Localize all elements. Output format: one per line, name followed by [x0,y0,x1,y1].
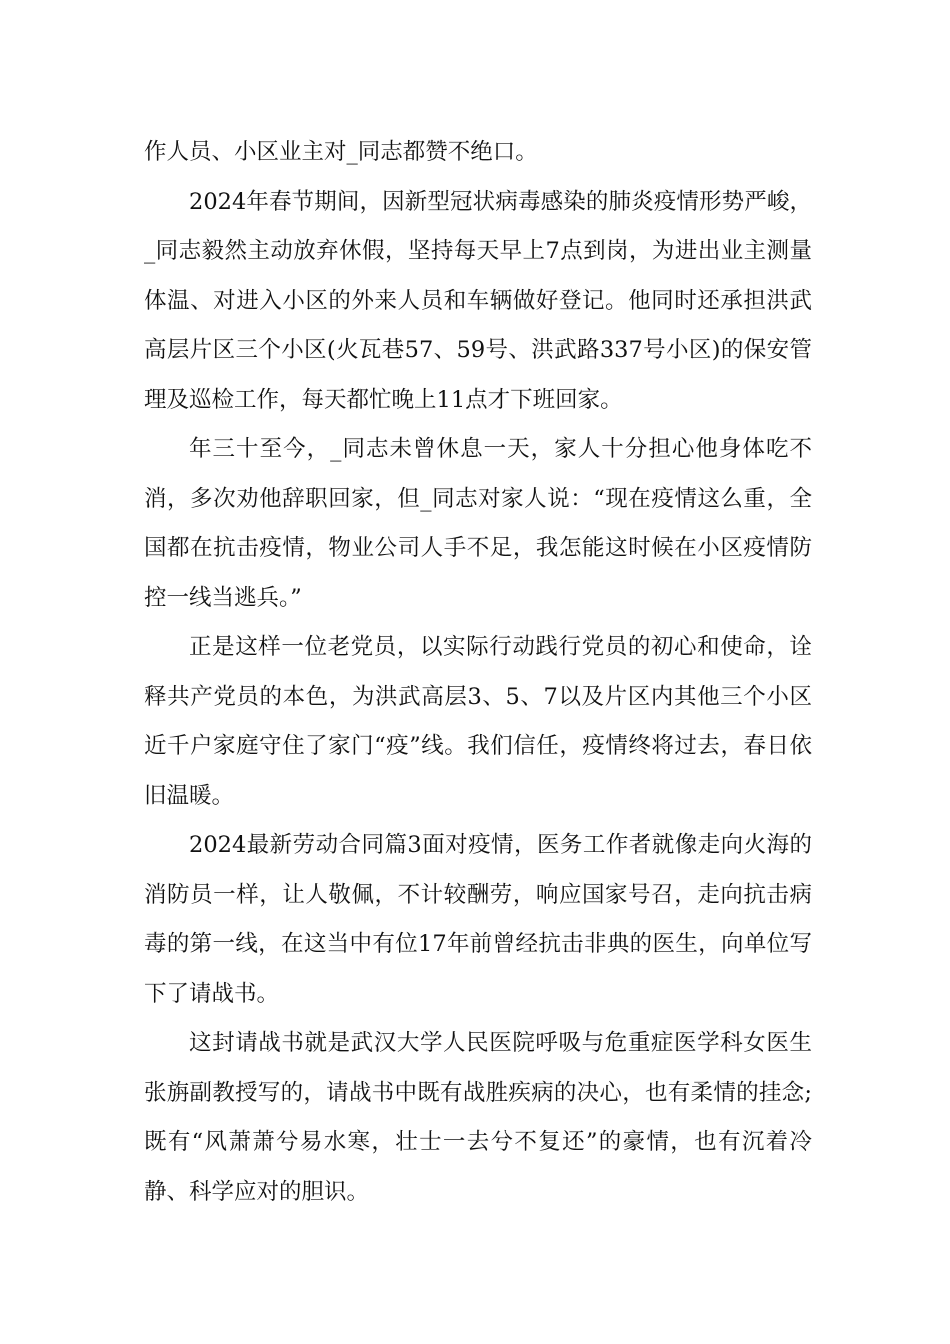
paragraph-new-year-eve: 年三十至今，_同志未曾休息一天，家人十分担心他身体吃不消，多次劝他辞职回家，但_同志对家人说：“现在疫情这么重，全国都在抗击疫情，物业公司人手不足，我怎能这时候在小区疫情防控一线当逃兵。” [144,436,812,611]
paragraph-labor-contract: 2024最新劳动合同篇3面对疫情，医务工作者就像走向火海的消防员一样，让人敬佩，不计较酬劳，响应国家号召，走向抗击病毒的第一线，在这当中有位17年前曾经抗击非典的医生，向单位写下了请战书。 [144,832,812,1007]
paragraph-continuation: 作人员、小区业主对_同志都赞不绝口。 [144,139,538,165]
paragraph-spring-festival: 2024年春节期间，因新型冠状病毒感染的肺炎疫情形势严峻，_同志毅然主动放弃休假，坚持每天早上7点到岗，为进出业主测量体温、对进入小区的外来人员和车辆做好登记。他同时还承担洪武高层片区三个小区(火瓦巷57、59号、洪武路337号小区)的保安管理及巡检工作，每天都忙晚上11点才下班回家。 [144,188,812,413]
paragraph-petition-letter: 这封请战书就是武汉大学人民医院呼吸与危重症医学科女医生张旃副教授写的，请战书中既有战胜疾病的决心，也有柔情的挂念;既有“风萧萧兮易水寒，壮士一去兮不复还”的豪情，也有沉着冷静、科学应对的胆识。 [144,1030,812,1205]
paragraph-party-member: 正是这样一位老党员，以实际行动践行党员的初心和使命，诠释共产党员的本色，为洪武高层3、5、7以及片区内其他三个小区近千户家庭守住了家门“疫”线。我们信任，疫情终将过去，春日依旧温暖。 [144,634,812,809]
document-body [144,128,812,1217]
